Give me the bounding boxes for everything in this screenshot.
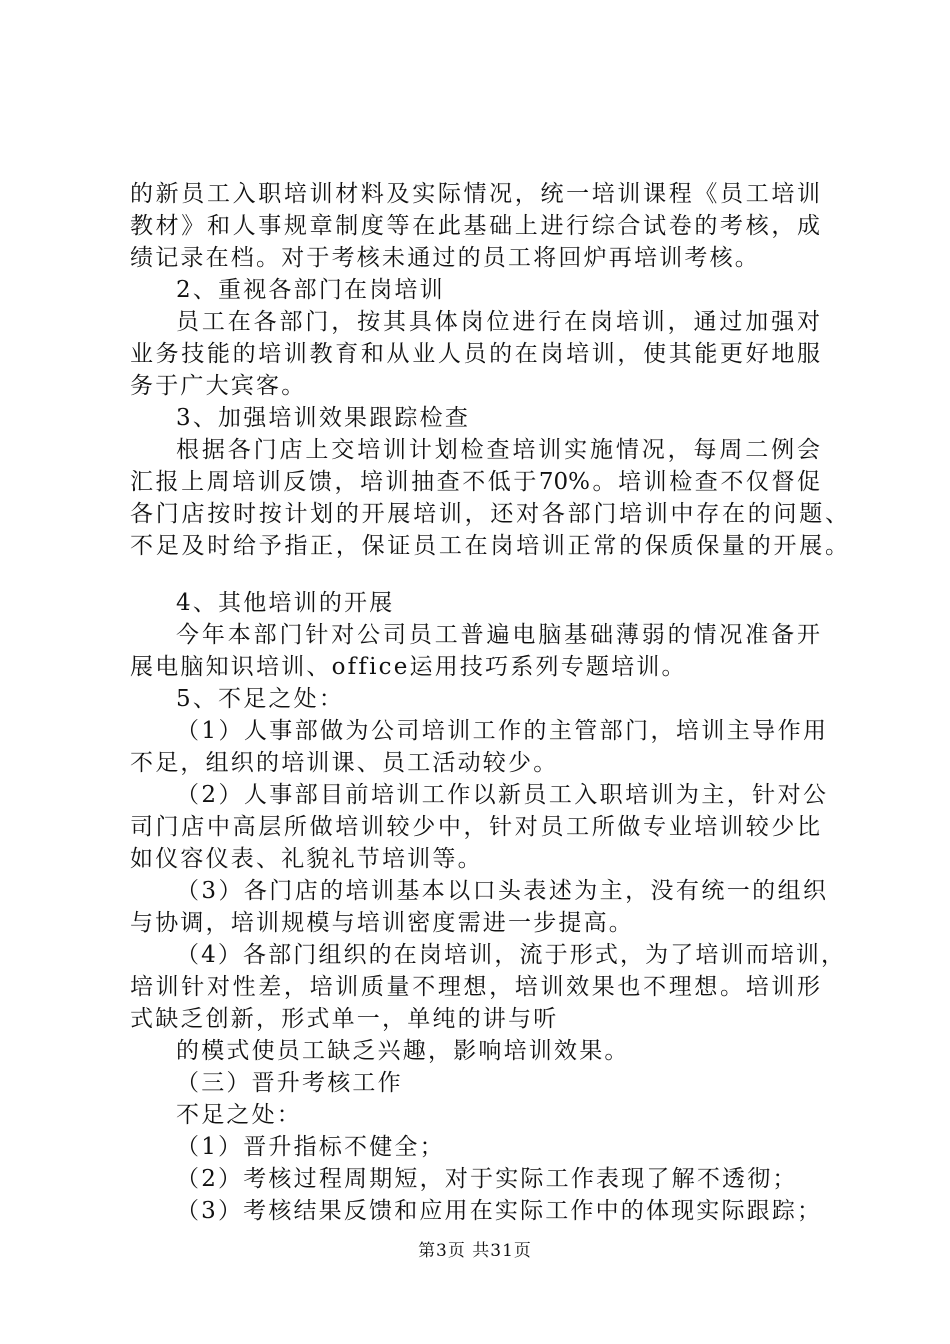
body-line: （1）人事部做为公司培训工作的主管部门，培训主导作用 xyxy=(176,718,826,744)
body-line: 务于广大宾客。 xyxy=(130,373,307,399)
section-heading: 3、加强培训效果跟踪检查 xyxy=(176,405,471,431)
body-line: 的新员工入职培训材料及实际情况，统一培训课程《员工培训 xyxy=(130,181,820,207)
body-line: 业务技能的培训教育和从业人员的在岗培训，使其能更好地服 xyxy=(130,341,820,367)
section-heading: （三）晋升考核工作 xyxy=(176,1070,403,1096)
body-line: 各门店按时按计划的开展培训，还对各部门培训中存在的问题、 xyxy=(130,501,848,527)
section-heading: 4、其他培训的开展 xyxy=(176,590,395,616)
section-heading: 5、不足之处： xyxy=(176,686,345,712)
body-line: 根据各门店上交培训计划检查培训实施情况，每周二例会 xyxy=(176,437,820,463)
body-line: 展电脑知识培训、office运用技巧系列专题培训。 xyxy=(130,654,687,680)
section-heading: 2、重视各部门在岗培训 xyxy=(176,277,445,303)
body-line: 的模式使员工缺乏兴趣，影响培训效果。 xyxy=(176,1038,630,1064)
page-number-footer: 第3页 共31页 xyxy=(418,1241,532,1261)
body-line: 不足之处： xyxy=(176,1102,302,1128)
body-line: 如仪容仪表、礼貌礼节培训等。 xyxy=(130,846,483,872)
list-item: （3）考核结果反馈和应用在实际工作中的体现实际跟踪； xyxy=(176,1198,820,1224)
body-line: 式缺乏创新，形式单一，单纯的讲与听 xyxy=(130,1006,559,1032)
body-line: 培训针对性差，培训质量不理想，培训效果也不理想。培训形 xyxy=(130,974,820,1000)
body-line: 司门店中高层所做培训较少中，针对员工所做专业培训较少比 xyxy=(130,814,820,840)
body-line: 与协调，培训规模与培训密度需进一步提高。 xyxy=(130,910,634,936)
body-line: 绩记录在档。对于考核未通过的员工将回炉再培训考核。 xyxy=(130,245,760,271)
list-item: （2）考核过程周期短，对于实际工作表现了解不透彻； xyxy=(176,1166,798,1192)
body-line: （4）各部门组织的在岗培训，流于形式，为了培训而培训， xyxy=(176,942,844,968)
body-line: 今年本部门针对公司员工普遍电脑基础薄弱的情况准备开 xyxy=(176,622,820,648)
body-line: （3）各门店的培训基本以口头表述为主，没有统一的组织 xyxy=(176,878,826,904)
body-line: 教材》和人事规章制度等在此基础上进行综合试卷的考核，成 xyxy=(130,213,820,239)
body-line: 不足，组织的培训课、员工活动较少。 xyxy=(130,750,559,776)
body-line: 员工在各部门，按其具体岗位进行在岗培训，通过加强对 xyxy=(176,309,820,335)
list-item: （1）晋升指标不健全； xyxy=(176,1134,445,1160)
body-line: 汇报上周培训反馈，培训抽查不低于70%。培训检查不仅督促 xyxy=(130,469,820,495)
body-line: 不足及时给予指正，保证员工在岗培训正常的保质保量的开展。 xyxy=(130,533,848,559)
body-line: （2）人事部目前培训工作以新员工入职培训为主，针对公 xyxy=(176,782,826,808)
